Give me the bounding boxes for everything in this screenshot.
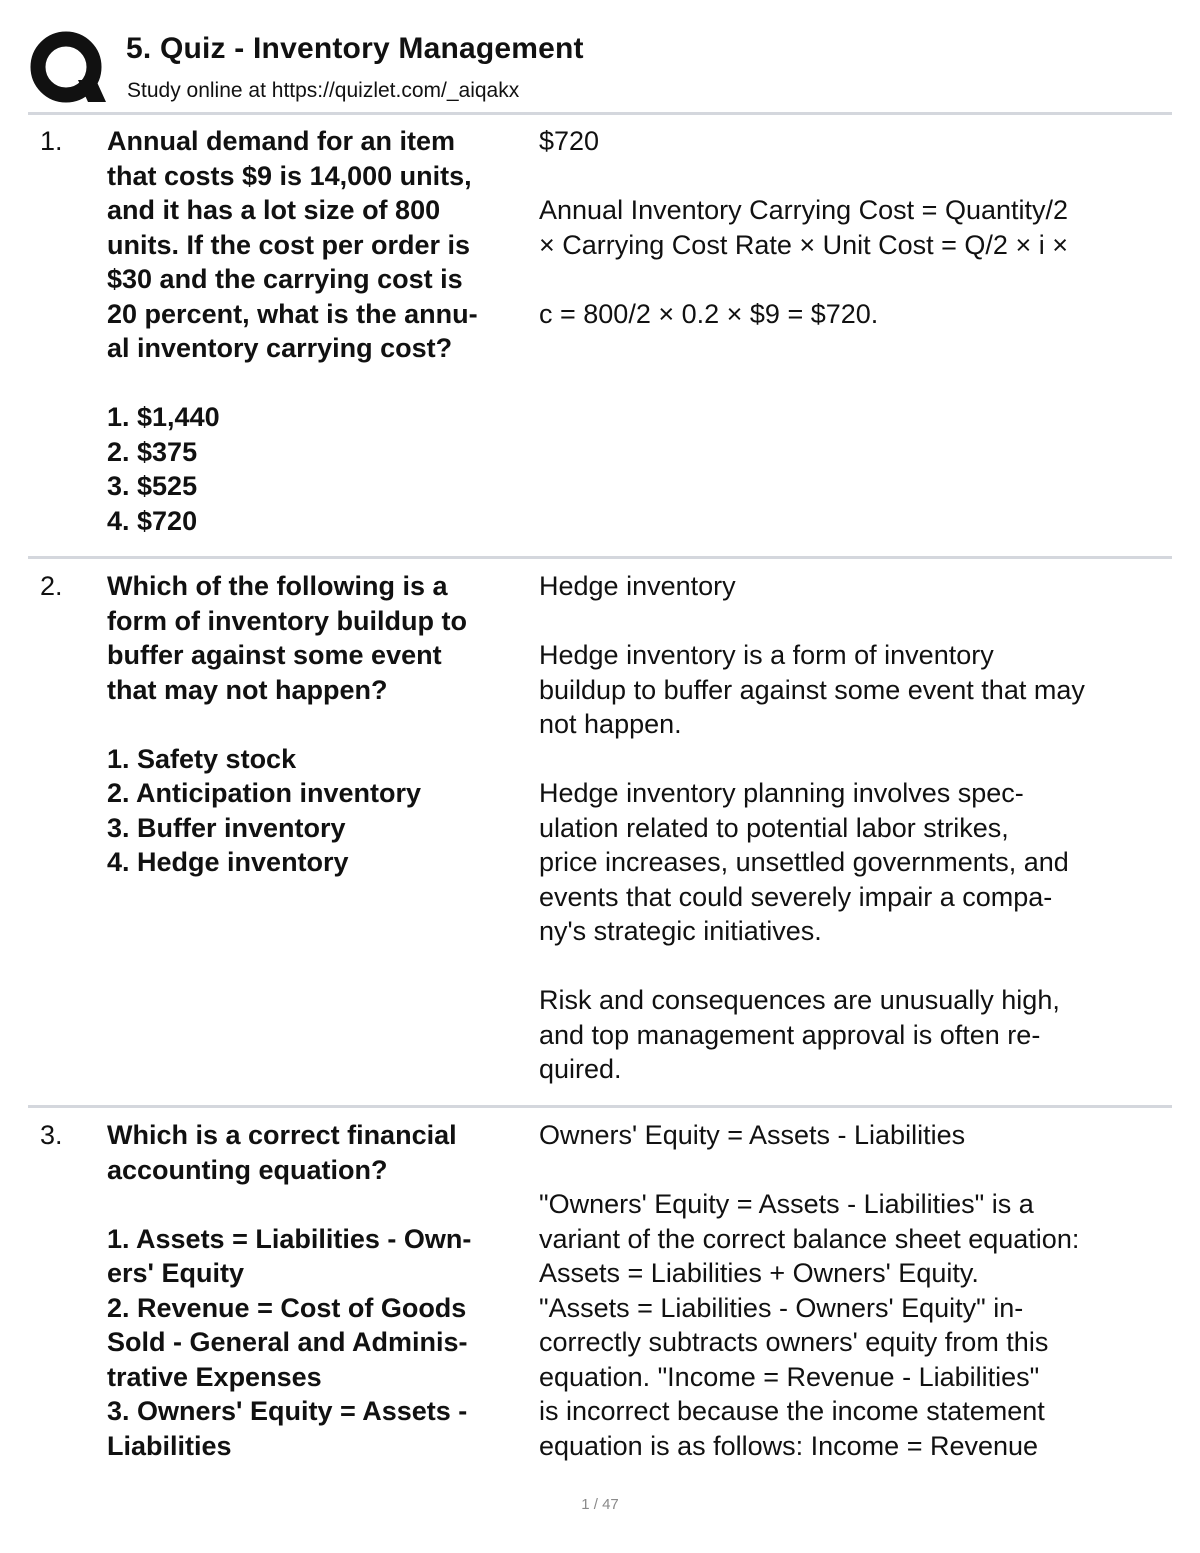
explanation-line: and top management approval is often re- <box>539 1019 1041 1050</box>
page-title: 5. Quiz - Inventory Management <box>126 32 584 65</box>
question-line: al inventory carrying cost? <box>107 333 453 363</box>
answer-option: 1. Assets = Liabilities - Own- <box>107 1223 472 1254</box>
explanation-line: ny's strategic initiatives. <box>539 916 822 946</box>
quizlet-logo-icon <box>30 30 106 106</box>
explanation-line: events that could severely impair a compa- <box>539 881 1053 912</box>
question-text <box>107 1118 537 1463</box>
question-line: Which of the following is a <box>107 571 448 601</box>
explanation-line: correctly subtracts owners' equity from this <box>539 1327 1049 1357</box>
page-number: 1 / 47 <box>581 1496 619 1513</box>
divider <box>28 112 1172 115</box>
answer-option: 3. Buffer inventory <box>107 812 346 843</box>
explanation-line: quired. <box>539 1054 622 1084</box>
question-line: Annual demand for an item <box>107 126 456 156</box>
explanation-line: c = 800/2 × 0.2 × $9 = $720. <box>539 298 879 329</box>
explanation-line: Hedge inventory is a form of inventory <box>539 640 994 670</box>
explanation-line: Assets = Liabilities + Owners' Equity. <box>539 1258 979 1288</box>
question-line: $30 and the carrying cost is <box>107 264 463 294</box>
answer-option: 3. $525 <box>107 471 198 501</box>
answer-text <box>539 569 1164 1087</box>
question-line: 20 percent, what is the annu- <box>107 298 478 329</box>
question-line: units. If the cost per order is <box>107 229 471 260</box>
explanation-line: Risk and consequences are unusually high, <box>539 985 1060 1015</box>
explanation-line: buildup to buffer against some event that may <box>539 674 1085 705</box>
correct-answer: Owners' Equity = Assets - Liabilities <box>539 1120 966 1150</box>
explanation-line: Hedge inventory planning involves spec- <box>539 778 1024 808</box>
study-online-link[interactable]: Study online at https://quizlet.com/_aiqakx <box>127 79 520 102</box>
explanation-line: not happen. <box>539 709 682 739</box>
answer-option: 1. $1,440 <box>107 402 220 432</box>
divider <box>28 1105 1172 1108</box>
answer-text <box>539 1118 1164 1463</box>
correct-answer: $720 <box>539 126 600 156</box>
answer-option: 4. Hedge inventory <box>107 847 349 877</box>
explanation-line: is incorrect because the income statement <box>539 1396 1045 1426</box>
explanation-line: price increases, unsettled governments, and <box>539 847 1069 877</box>
question-text <box>107 569 537 880</box>
answer-text <box>539 124 1164 331</box>
question-number: 1. <box>40 126 63 156</box>
question-line: buffer against some event <box>107 640 442 670</box>
answer-option: 1. Safety stock <box>107 743 297 774</box>
answer-option: 2. Revenue = Cost of Goods <box>107 1292 467 1323</box>
answer-option: 3. Owners' Equity = Assets - <box>107 1396 468 1426</box>
answer-option: 2. Anticipation inventory <box>107 778 422 808</box>
explanation-line: Annual Inventory Carrying Cost = Quantity/2 <box>539 195 1069 225</box>
answer-option: trative Expenses <box>107 1361 322 1392</box>
explanation-line: equation. "Income = Revenue - Liabilities" <box>539 1361 1040 1392</box>
question-line: and it has a lot size of 800 <box>107 195 441 225</box>
explanation-line: "Assets = Liabilities - Owners' Equity" in- <box>539 1292 1024 1323</box>
answer-option: 4. $720 <box>107 505 198 536</box>
question-line: form of inventory buildup to <box>107 605 467 636</box>
explanation-line: ulation related to potential labor strikes, <box>539 812 1009 843</box>
answer-option: Liabilities <box>107 1430 232 1461</box>
explanation-line: "Owners' Equity = Assets - Liabilities" is a <box>539 1189 1034 1219</box>
question-number: 2. <box>40 571 63 601</box>
question-text <box>107 124 537 538</box>
explanation-line: variant of the correct balance sheet equation: <box>539 1223 1080 1254</box>
question-line: that costs $9 is 14,000 units, <box>107 160 472 191</box>
question-line: that may not happen? <box>107 674 388 705</box>
question-line: Which is a correct financial <box>107 1120 457 1150</box>
correct-answer: Hedge inventory <box>539 571 736 601</box>
answer-option: 2. $375 <box>107 436 198 467</box>
question-line: accounting equation? <box>107 1154 388 1185</box>
answer-option: Sold - General and Adminis- <box>107 1327 468 1357</box>
divider <box>28 556 1172 559</box>
question-number: 3. <box>40 1120 63 1150</box>
explanation-line: × Carrying Cost Rate × Unit Cost = Q/2 × i × <box>539 229 1068 260</box>
answer-option: ers' Equity <box>107 1258 244 1288</box>
explanation-line: equation is as follows: Income = Revenue <box>539 1430 1039 1461</box>
